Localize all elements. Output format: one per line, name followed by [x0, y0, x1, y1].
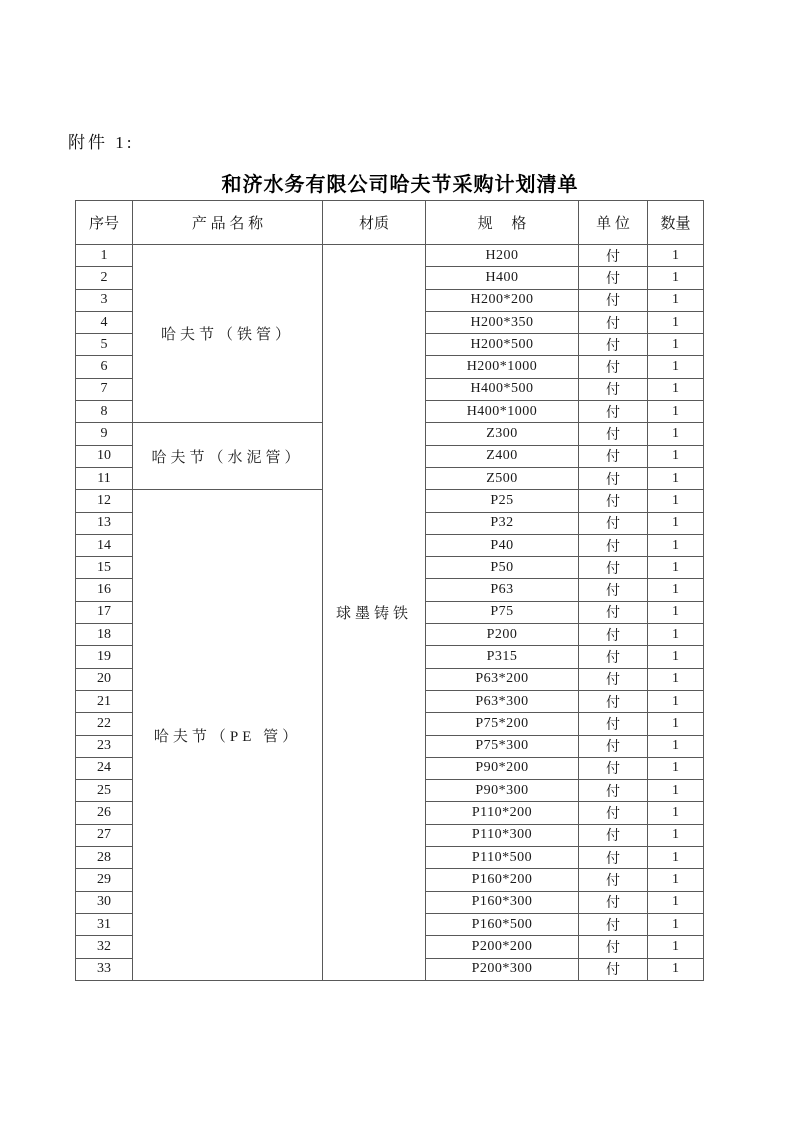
cell-spec: H200*1000	[426, 356, 579, 378]
cell-unit: 付	[579, 401, 648, 423]
cell-spec: P75*200	[426, 713, 579, 735]
cell-row-number: 9	[76, 423, 133, 445]
cell-row-number: 10	[76, 445, 133, 467]
cell-row-number: 15	[76, 557, 133, 579]
cell-unit: 付	[579, 824, 648, 846]
cell-unit: 付	[579, 601, 648, 623]
cell-row-number: 3	[76, 289, 133, 311]
cell-spec: P75	[426, 601, 579, 623]
cell-row-number: 2	[76, 267, 133, 289]
cell-unit: 付	[579, 267, 648, 289]
cell-spec: P90*200	[426, 757, 579, 779]
cell-unit: 付	[579, 646, 648, 668]
cell-spec: P75*300	[426, 735, 579, 757]
cell-row-number: 12	[76, 490, 133, 512]
cell-spec: H200	[426, 245, 579, 267]
attachment-label: 附件 1:	[68, 133, 135, 152]
cell-spec: P110*300	[426, 824, 579, 846]
cell-spec: P200	[426, 624, 579, 646]
cell-qty: 1	[648, 245, 704, 267]
cell-spec: P160*300	[426, 891, 579, 913]
cell-unit: 付	[579, 668, 648, 690]
cell-row-number: 6	[76, 356, 133, 378]
table-row	[76, 245, 704, 267]
cell-row-number: 26	[76, 802, 133, 824]
cell-row-number: 28	[76, 847, 133, 869]
cell-row-number: 24	[76, 757, 133, 779]
cell-spec: Z300	[426, 423, 579, 445]
cell-qty: 1	[648, 401, 704, 423]
cell-qty: 1	[648, 490, 704, 512]
cell-qty: 1	[648, 267, 704, 289]
cell-product-name: 哈夫节（铁管）	[133, 245, 323, 423]
cell-spec: H400*1000	[426, 401, 579, 423]
cell-qty: 1	[648, 334, 704, 356]
cell-unit: 付	[579, 713, 648, 735]
cell-spec: H200*350	[426, 311, 579, 333]
cell-unit: 付	[579, 378, 648, 400]
cell-row-number: 27	[76, 824, 133, 846]
cell-unit: 付	[579, 445, 648, 467]
cell-qty: 1	[648, 958, 704, 980]
cell-row-number: 23	[76, 735, 133, 757]
cell-qty: 1	[648, 579, 704, 601]
column-header-product: 产 品 名 称	[133, 201, 323, 245]
cell-unit: 付	[579, 624, 648, 646]
cell-row-number: 33	[76, 958, 133, 980]
cell-row-number: 30	[76, 891, 133, 913]
cell-row-number: 14	[76, 534, 133, 556]
column-header-unit: 单 位	[579, 201, 648, 245]
cell-spec: P315	[426, 646, 579, 668]
cell-spec: P63*300	[426, 690, 579, 712]
cell-spec: Z400	[426, 445, 579, 467]
cell-unit: 付	[579, 757, 648, 779]
cell-qty: 1	[648, 668, 704, 690]
cell-unit: 付	[579, 735, 648, 757]
cell-qty: 1	[648, 445, 704, 467]
cell-qty: 1	[648, 378, 704, 400]
cell-row-number: 4	[76, 311, 133, 333]
cell-unit: 付	[579, 423, 648, 445]
cell-qty: 1	[648, 757, 704, 779]
cell-spec: H200*500	[426, 334, 579, 356]
cell-spec: P40	[426, 534, 579, 556]
cell-unit: 付	[579, 356, 648, 378]
cell-unit: 付	[579, 557, 648, 579]
cell-material: 球墨铸铁	[323, 245, 426, 981]
column-header-qty: 数量	[648, 201, 704, 245]
cell-qty: 1	[648, 891, 704, 913]
cell-qty: 1	[648, 601, 704, 623]
cell-spec: P90*300	[426, 780, 579, 802]
cell-spec: P63*200	[426, 668, 579, 690]
cell-row-number: 17	[76, 601, 133, 623]
cell-row-number: 22	[76, 713, 133, 735]
cell-qty: 1	[648, 423, 704, 445]
cell-unit: 付	[579, 690, 648, 712]
cell-spec: P50	[426, 557, 579, 579]
cell-row-number: 20	[76, 668, 133, 690]
cell-spec: P110*200	[426, 802, 579, 824]
cell-row-number: 29	[76, 869, 133, 891]
purchase-plan-table	[75, 200, 704, 981]
cell-unit: 付	[579, 891, 648, 913]
cell-unit: 付	[579, 311, 648, 333]
cell-row-number: 21	[76, 690, 133, 712]
cell-product-name: 哈夫节（PE 管）	[133, 490, 323, 981]
cell-unit: 付	[579, 245, 648, 267]
cell-spec: P32	[426, 512, 579, 534]
cell-qty: 1	[648, 936, 704, 958]
cell-qty: 1	[648, 534, 704, 556]
cell-spec: P63	[426, 579, 579, 601]
cell-spec: P200*200	[426, 936, 579, 958]
cell-spec: H400*500	[426, 378, 579, 400]
cell-unit: 付	[579, 780, 648, 802]
cell-qty: 1	[648, 624, 704, 646]
cell-row-number: 16	[76, 579, 133, 601]
cell-unit: 付	[579, 913, 648, 935]
cell-spec: Z500	[426, 467, 579, 489]
cell-qty: 1	[648, 780, 704, 802]
cell-spec: P160*500	[426, 913, 579, 935]
cell-spec: P200*300	[426, 958, 579, 980]
cell-qty: 1	[648, 824, 704, 846]
cell-spec: H400	[426, 267, 579, 289]
cell-row-number: 11	[76, 467, 133, 489]
cell-unit: 付	[579, 534, 648, 556]
cell-qty: 1	[648, 847, 704, 869]
column-header-spec: 规 格	[426, 201, 579, 245]
table-body	[76, 245, 704, 981]
table-header	[76, 201, 704, 245]
cell-unit: 付	[579, 958, 648, 980]
cell-row-number: 18	[76, 624, 133, 646]
cell-spec: P25	[426, 490, 579, 512]
cell-qty: 1	[648, 690, 704, 712]
cell-qty: 1	[648, 557, 704, 579]
cell-qty: 1	[648, 802, 704, 824]
cell-row-number: 7	[76, 378, 133, 400]
cell-row-number: 13	[76, 512, 133, 534]
cell-qty: 1	[648, 735, 704, 757]
cell-row-number: 5	[76, 334, 133, 356]
cell-qty: 1	[648, 311, 704, 333]
cell-qty: 1	[648, 356, 704, 378]
column-header-no: 序号	[76, 201, 133, 245]
cell-qty: 1	[648, 646, 704, 668]
page-title: 和济水务有限公司哈夫节采购计划清单	[221, 174, 579, 196]
cell-row-number: 1	[76, 245, 133, 267]
cell-row-number: 19	[76, 646, 133, 668]
cell-product-name: 哈夫节（水泥管）	[133, 423, 323, 490]
cell-qty: 1	[648, 512, 704, 534]
cell-qty: 1	[648, 713, 704, 735]
cell-unit: 付	[579, 490, 648, 512]
cell-unit: 付	[579, 334, 648, 356]
cell-unit: 付	[579, 512, 648, 534]
cell-unit: 付	[579, 936, 648, 958]
cell-unit: 付	[579, 579, 648, 601]
cell-spec: P160*200	[426, 869, 579, 891]
cell-unit: 付	[579, 847, 648, 869]
cell-qty: 1	[648, 467, 704, 489]
cell-qty: 1	[648, 913, 704, 935]
cell-row-number: 8	[76, 401, 133, 423]
cell-unit: 付	[579, 467, 648, 489]
cell-row-number: 32	[76, 936, 133, 958]
cell-unit: 付	[579, 802, 648, 824]
cell-spec: P110*500	[426, 847, 579, 869]
cell-qty: 1	[648, 869, 704, 891]
cell-unit: 付	[579, 869, 648, 891]
cell-unit: 付	[579, 289, 648, 311]
cell-row-number: 25	[76, 780, 133, 802]
header-row	[76, 201, 704, 245]
cell-qty: 1	[648, 289, 704, 311]
column-header-material: 材质	[323, 201, 426, 245]
cell-row-number: 31	[76, 913, 133, 935]
cell-spec: H200*200	[426, 289, 579, 311]
